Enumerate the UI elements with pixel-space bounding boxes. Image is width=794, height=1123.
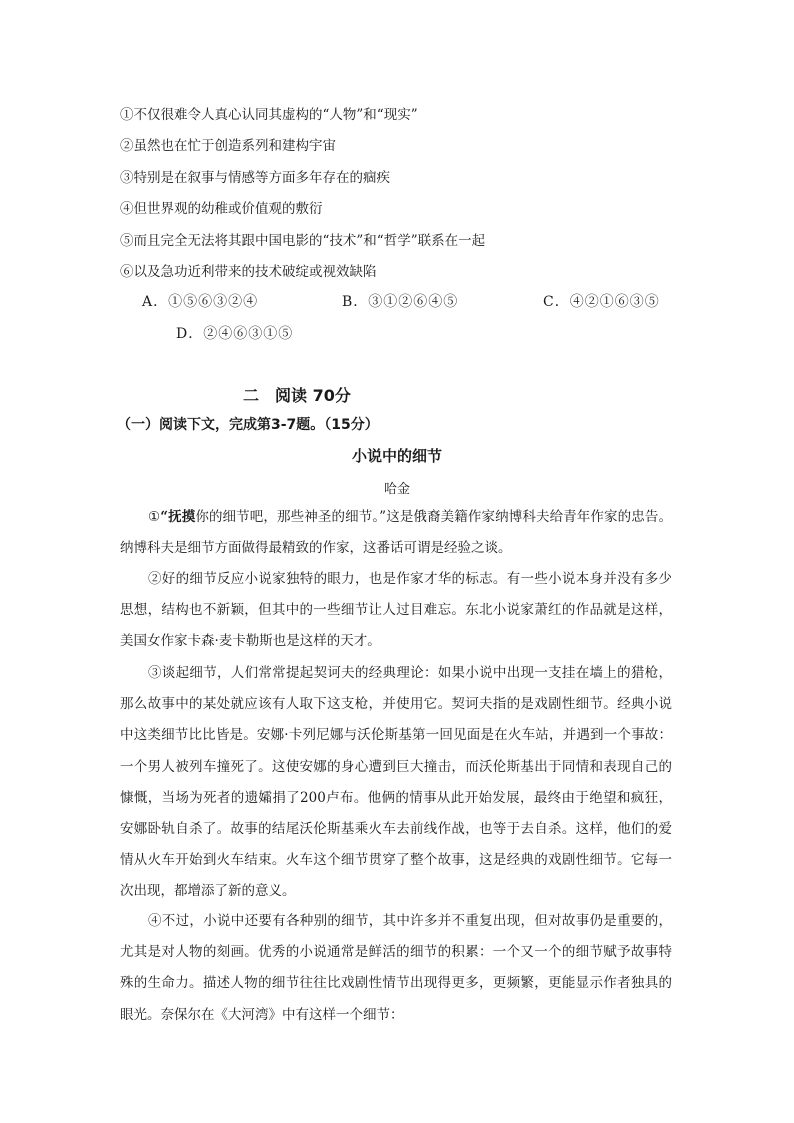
article-title: 小说中的细节 — [351, 447, 442, 465]
paragraph-2: ②好的细节反应小说家独特的眼力，也是作家才华的标志。有一些小说本身并没有多少思想，结构也不新颖，但其中的一些细节让人过目难忘。东北小说家萧红的作品就是这样，美国女作家卡森·麦卡勒斯也是这样的天才。 — [120, 571, 672, 650]
section-heading: 二 阅读 70分 — [243, 386, 351, 405]
item-6: ⑥以及急功近利带来的技术破绽或视效缺陷 — [120, 264, 377, 280]
item-4: ④但世界观的幼稚或价值观的敷衍 — [120, 201, 323, 217]
paragraph-1-text: 你的细节吧，那些神圣的细节。”这是俄裔美籍作家纳博科夫给青年作家的忠告。纳博科夫是细节方面做得最精致的作家，这番话可谓是经验之谈。 — [120, 509, 672, 557]
sub-heading: （一）阅读下文，完成第3-7题。（15分） — [117, 417, 379, 433]
option-a: A．①⑤⑥③②④ — [142, 294, 259, 310]
paragraph-3: ③谈起细节，人们常常提起契诃夫的经典理论：如果小说中出现一支挂在墙上的猎枪，那么故事中的某处就应该有人取下这支枪，并使用它。契诃夫指的是戏剧性细节。经典小说中这类细节比比皆是。安娜·卡列尼娜与沃伦斯基第一回见面是在火车站，并遇到一个事故：一个男人被列车撞死了。这使安娜的身心遭到巨大撞击，而沃伦斯基出于同情和表现自己的慷慨，当场为死者的遗孀捐了200卢布。他俩的情事从此开始发展，最终由于绝望和疯狂，安娜卧轨自杀了。故事的结尾沃伦斯基乘火车去前线作战，也等于去自杀。这样，他们的爱情从火车开始到火车结束。火车这个细节贯穿了整个故事，这是经典的戏剧性细节。它每一次出现，都增添了新的意义。 — [120, 665, 672, 900]
item-5: ⑤而且完全无法将其跟中国电影的“技术”和“哲学”联系在一起 — [120, 233, 486, 249]
paragraph-1-emphasis: “抚摸 — [160, 509, 196, 525]
item-3: ③特别是在叙事与情感等方面多年存在的痼疾 — [120, 170, 390, 186]
paragraph-1 — [120, 502, 672, 564]
paragraph-4: ④不过，小说中还要有各种别的细节，其中许多并不重复出现，但对故事仍是重要的，尤其是对人物的刻画。优秀的小说通常是鲜活的细节的积累：一个又一个的细节赋予故事特殊的生命力。描述人物的细节往往比戏剧性情节出现得更多，更频繁，更能显示作者独具的眼光。奈保尔在《大河湾》中有这样一个细节： — [120, 913, 672, 1023]
article-author: 哈金 — [383, 482, 410, 497]
option-b: B．③①②⑥④⑤ — [342, 294, 459, 310]
item-2: ②虽然也在忙于创造系列和建构宇宙 — [120, 138, 336, 154]
option-d: D．②④⑥③①⑤ — [176, 326, 294, 342]
paragraph-1-number: ① — [148, 509, 161, 525]
item-1: ①不仅很难令人真心认同其虚构的“人物”和“现实” — [120, 107, 418, 123]
option-c: C．④②①⑥③⑤ — [543, 294, 660, 310]
